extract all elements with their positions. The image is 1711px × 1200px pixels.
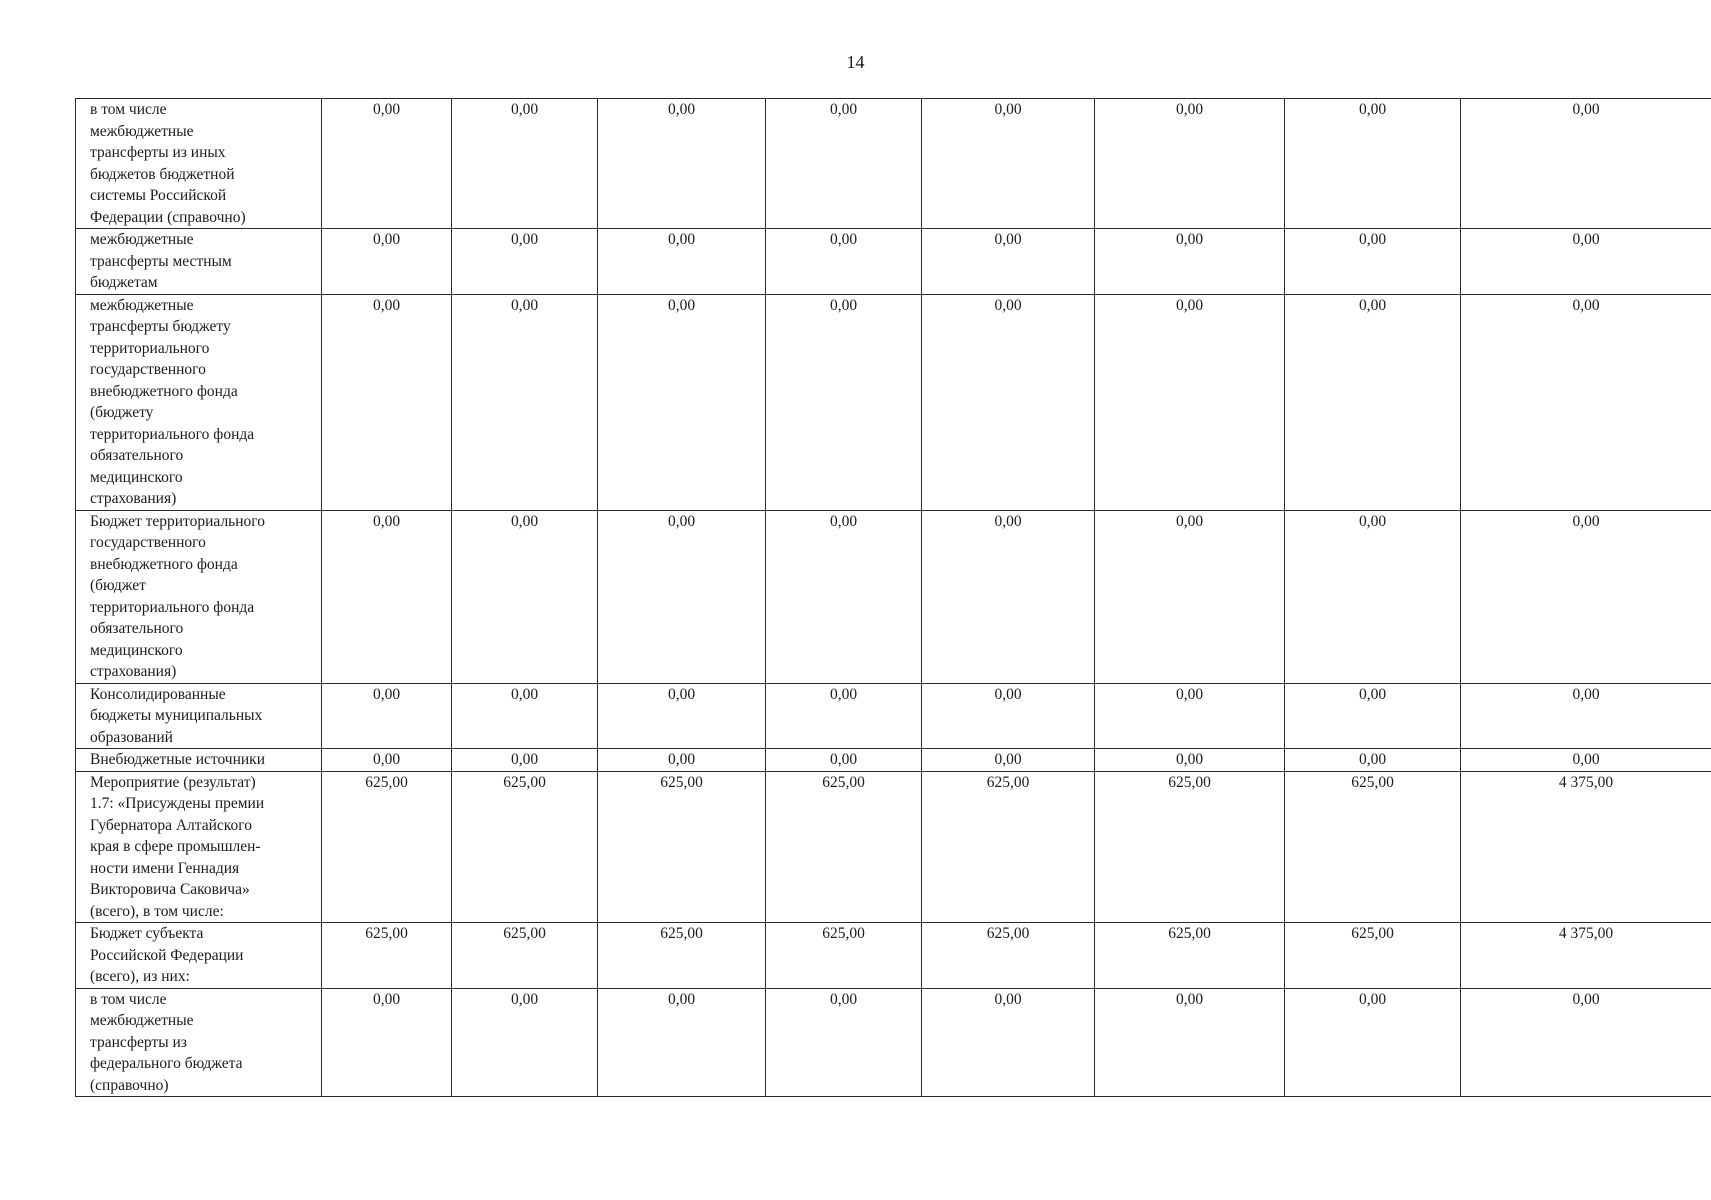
value-cell: 625,00 xyxy=(322,771,452,923)
value-cell: 625,00 xyxy=(452,923,598,989)
value-cell: 625,00 xyxy=(1285,771,1461,923)
value-cell: 0,00 xyxy=(766,749,922,772)
table-row xyxy=(76,229,1711,295)
value-cell: 0,00 xyxy=(766,294,922,510)
value-cell: 0,00 xyxy=(766,229,922,295)
value-cell: 625,00 xyxy=(766,771,922,923)
table-row xyxy=(76,771,1711,923)
value-cell: 0,00 xyxy=(1095,294,1285,510)
value-cell: 0,00 xyxy=(922,988,1095,1097)
row-label-cell: Консолидированные бюджеты муниципальных образований xyxy=(76,683,322,749)
value-cell: 625,00 xyxy=(452,771,598,923)
value-cell: 0,00 xyxy=(1461,988,1711,1097)
value-cell: 0,00 xyxy=(452,99,598,229)
value-cell: 0,00 xyxy=(1461,99,1711,229)
value-cell: 0,00 xyxy=(452,749,598,772)
value-cell: 625,00 xyxy=(322,923,452,989)
table-row xyxy=(76,683,1711,749)
value-cell: 0,00 xyxy=(452,510,598,683)
value-cell: 0,00 xyxy=(1285,99,1461,229)
value-cell: 0,00 xyxy=(1095,510,1285,683)
table-row xyxy=(76,923,1711,989)
value-cell: 0,00 xyxy=(1461,294,1711,510)
value-cell: 0,00 xyxy=(322,510,452,683)
value-cell: 0,00 xyxy=(598,988,766,1097)
value-cell: 0,00 xyxy=(1095,99,1285,229)
row-label-cell: Внебюджетные источники xyxy=(76,749,322,772)
value-cell: 4 375,00 xyxy=(1461,771,1711,923)
value-cell: 0,00 xyxy=(1461,229,1711,295)
value-cell: 0,00 xyxy=(322,749,452,772)
table-body xyxy=(76,99,1711,1097)
page-number: 14 xyxy=(846,52,865,72)
table-row xyxy=(76,988,1711,1097)
row-label-cell: Бюджет субъекта Российской Федерации (всего), из них: xyxy=(76,923,322,989)
budget-table xyxy=(75,98,1711,1097)
value-cell: 0,00 xyxy=(1285,510,1461,683)
value-cell: 0,00 xyxy=(1461,683,1711,749)
value-cell: 0,00 xyxy=(1461,749,1711,772)
value-cell: 625,00 xyxy=(922,771,1095,923)
row-label-cell: Бюджет территориального государственного внебюджетного фонда (бюджет территориального фонда обязательного медицинского страхования) xyxy=(76,510,322,683)
value-cell: 0,00 xyxy=(322,683,452,749)
row-label-cell: Мероприятие (результат) 1.7: «Присуждены премии Губернатора Алтайского края в сфере промышлен- ности имени Геннадия Викторовича Саковича» (всего), в том числе: xyxy=(76,771,322,923)
value-cell: 0,00 xyxy=(1095,229,1285,295)
value-cell: 0,00 xyxy=(598,229,766,295)
value-cell: 0,00 xyxy=(1461,510,1711,683)
value-cell: 0,00 xyxy=(598,749,766,772)
value-cell: 0,00 xyxy=(322,229,452,295)
value-cell: 0,00 xyxy=(922,749,1095,772)
value-cell: 625,00 xyxy=(766,923,922,989)
value-cell: 625,00 xyxy=(598,771,766,923)
value-cell: 0,00 xyxy=(598,510,766,683)
table-row xyxy=(76,749,1711,772)
value-cell: 0,00 xyxy=(322,294,452,510)
row-label-cell: межбюджетные трансферты местным бюджетам xyxy=(76,229,322,295)
value-cell: 4 375,00 xyxy=(1461,923,1711,989)
row-label-cell: межбюджетные трансферты бюджету территориального государственного внебюджетного фонда (бюджету территориального фонда обязательного медицинского страхования) xyxy=(76,294,322,510)
value-cell: 0,00 xyxy=(452,229,598,295)
value-cell: 625,00 xyxy=(1285,923,1461,989)
table-row xyxy=(76,99,1711,229)
value-cell: 0,00 xyxy=(922,99,1095,229)
value-cell: 0,00 xyxy=(598,99,766,229)
row-label-cell: в том числе межбюджетные трансферты из иных бюджетов бюджетной системы Российской Федерации (справочно) xyxy=(76,99,322,229)
value-cell: 625,00 xyxy=(1095,771,1285,923)
value-cell: 0,00 xyxy=(1285,683,1461,749)
value-cell: 0,00 xyxy=(922,229,1095,295)
value-cell: 0,00 xyxy=(922,510,1095,683)
value-cell: 0,00 xyxy=(766,683,922,749)
value-cell: 0,00 xyxy=(322,99,452,229)
value-cell: 0,00 xyxy=(598,683,766,749)
value-cell: 0,00 xyxy=(1285,988,1461,1097)
value-cell: 0,00 xyxy=(766,99,922,229)
value-cell: 0,00 xyxy=(322,988,452,1097)
value-cell: 0,00 xyxy=(1285,294,1461,510)
row-label-cell: в том числе межбюджетные трансферты из федерального бюджета (справочно) xyxy=(76,988,322,1097)
value-cell: 0,00 xyxy=(1095,683,1285,749)
value-cell: 625,00 xyxy=(1095,923,1285,989)
value-cell: 0,00 xyxy=(452,683,598,749)
value-cell: 0,00 xyxy=(452,294,598,510)
value-cell: 0,00 xyxy=(766,988,922,1097)
table-row xyxy=(76,510,1711,683)
value-cell: 0,00 xyxy=(1095,749,1285,772)
value-cell: 0,00 xyxy=(1095,988,1285,1097)
value-cell: 0,00 xyxy=(452,988,598,1097)
value-cell: 0,00 xyxy=(922,294,1095,510)
value-cell: 625,00 xyxy=(922,923,1095,989)
value-cell: 0,00 xyxy=(1285,229,1461,295)
value-cell: 0,00 xyxy=(1285,749,1461,772)
value-cell: 625,00 xyxy=(598,923,766,989)
value-cell: 0,00 xyxy=(598,294,766,510)
value-cell: 0,00 xyxy=(922,683,1095,749)
table-row xyxy=(76,294,1711,510)
value-cell: 0,00 xyxy=(766,510,922,683)
